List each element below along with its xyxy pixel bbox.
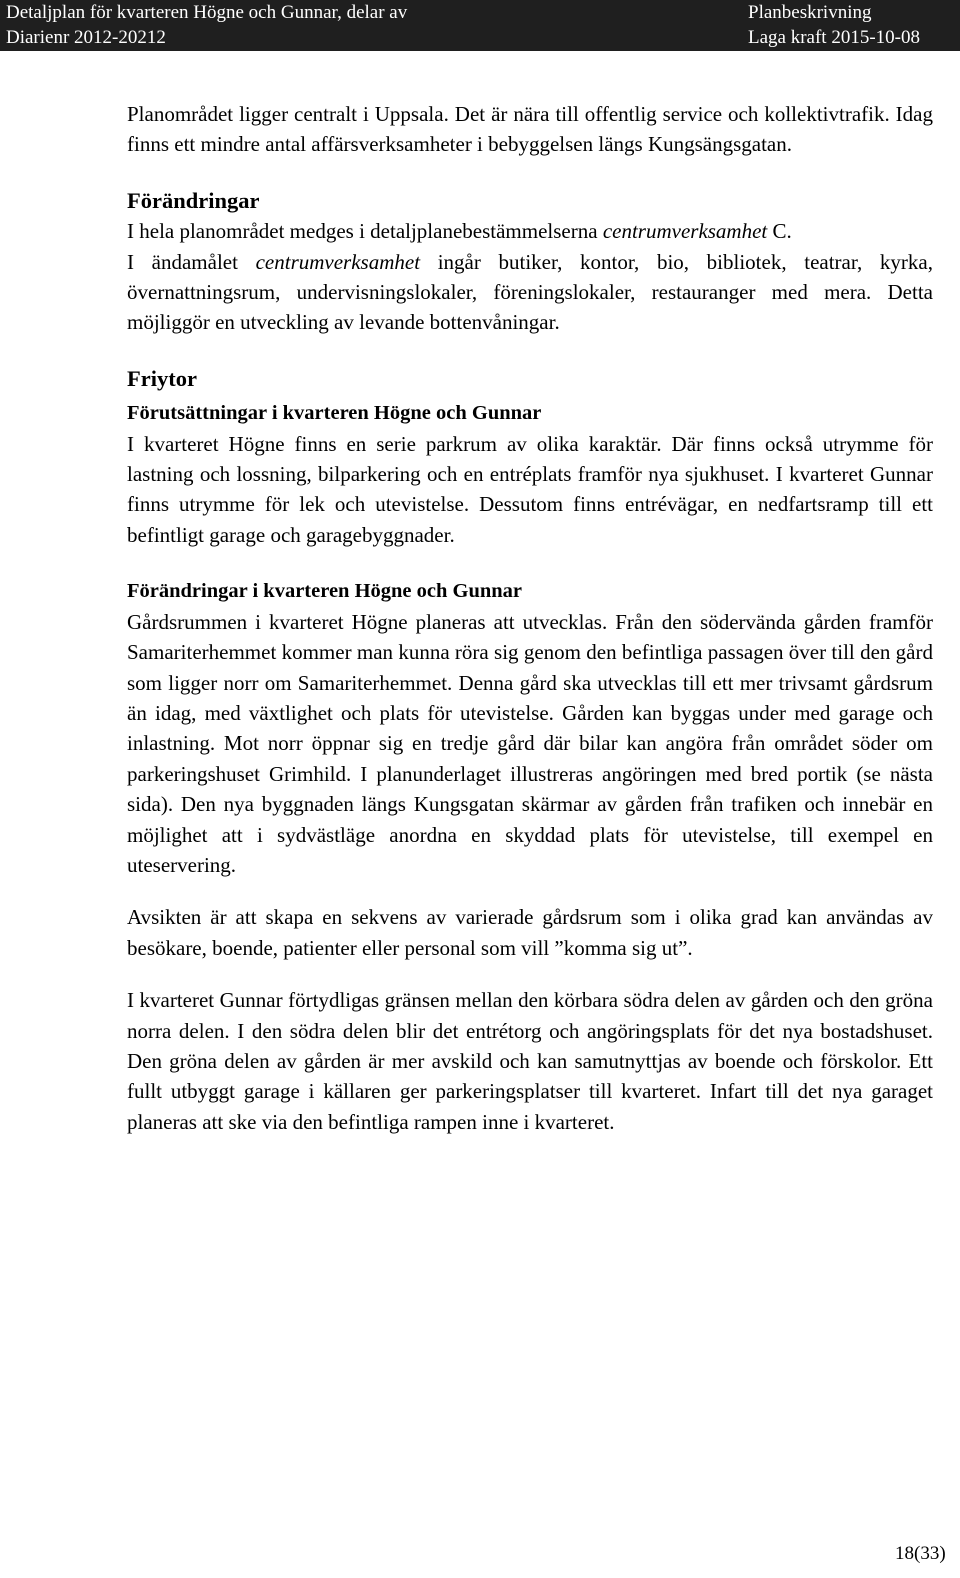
forutsattningar-paragraph: I kvarteret Högne finns en serie parkrum av olika karaktär. Där finns också utrymme för lastning och lossning, bilparkering och en entréplats framför nya sjukhuset. I kvarteret Gunnar finns utrymme för lek och utevistelse. Dessutom finns entrévägar, en nedfartsramp till ett befintligt garage och garagebyggnader. <box>127 431 933 547</box>
header-right <box>748 0 920 50</box>
avsikten-paragraph: Avsikten är att skapa en sekvens av varierade gårdsrum som i olika grad kan användas av besökare, boende, patienter eller personal som vill ”komma sig ut”. <box>127 905 933 960</box>
forandringar-paragraph: I hela planområdet medges i detaljplanebestämmelserna centrumverksamhet C. <box>127 219 792 244</box>
page-header <box>0 0 960 51</box>
andamal-paragraph: I ändamålet centrumverksamhet ingår butiker, kontor, bio, bibliotek, teatrar, kyrka, övernattningsrum, undervisningslokaler, föreningslokaler, restauranger med mera. Detta möjliggör en utveckling av levande bottenvåningar. <box>127 249 933 335</box>
gunnar-paragraph: I kvarteret Gunnar förtydligas gränsen mellan den körbara södra delen av gården och den gröna norra delen. I den södra delen blir det entrétorg och angöringsplats för det nya bostadshuset. Den gröna delen av gården är mer avskild och kan samutnyttjas av boende och förskolor. Ett fullt utbyggt garage i källaren ger parkeringsplatser till kvarteret. Infart till det nya garaget planeras att ske via den befintliga rampen inne i kvarteret. <box>127 988 933 1134</box>
diary-number: Diarienr 2012-20212 <box>6 27 166 48</box>
intro-paragraph: Planområdet ligger centralt i Uppsala. Det är nära till offentlig service och kollektivtrafik. Idag finns ett mindre antal affärsverksamheter i bebyggelsen längs Kungsängsgatan. <box>127 102 933 157</box>
legal-status-date: Laga kraft 2015-10-08 <box>748 27 920 48</box>
subheading-forutsattningar: Förutsättningar i kvarteren Högne och Gunnar <box>127 402 542 425</box>
section-heading-friytor: Friytor <box>127 365 197 391</box>
document-title: Detaljplan för kvarteren Högne och Gunnar, delar av <box>6 2 408 23</box>
document-body <box>127 99 933 1137</box>
header-left <box>6 0 407 50</box>
term-centrumverksamhet: centrumverksamhet <box>255 249 421 274</box>
section-heading-forandringar: Förändringar <box>127 187 260 213</box>
page-number: 18(33) <box>895 1543 946 1564</box>
document-type: Planbeskrivning <box>748 2 872 23</box>
term-centrumverksamhet: centrumverksamhet <box>602 219 768 244</box>
subheading-forandringar-kvarteren: Förändringar i kvarteren Högne och Gunnar <box>127 580 523 603</box>
forandringar-kvarteren-paragraph: Gårdsrummen i kvarteret Högne planeras att utvecklas. Från den södervända gården framför Samariterhemmet kommer man kunna röra sig genom den befintliga passagen över till den gård som ligger norr om Samariterhemmet. Denna gård ska utvecklas till ett mer trivsamt gårdsrum än idag, med växtlighet och plats för utevistelse. Gården kan byggas under med garage och inlastning. Mot norr öppnar sig en tredje gård där bilar kan angöra från området söder om parkeringshuset Grimhild. I planunderlaget illustreras angöringen med bred portik (se nästa sida). Den nya byggnaden längs Kungsgatan skärmar av gården från trafiken och innebär en möjlighet att i sydvästläge anordna en skyddad plats för utevistelse, till exempel en uteservering. <box>127 609 933 877</box>
